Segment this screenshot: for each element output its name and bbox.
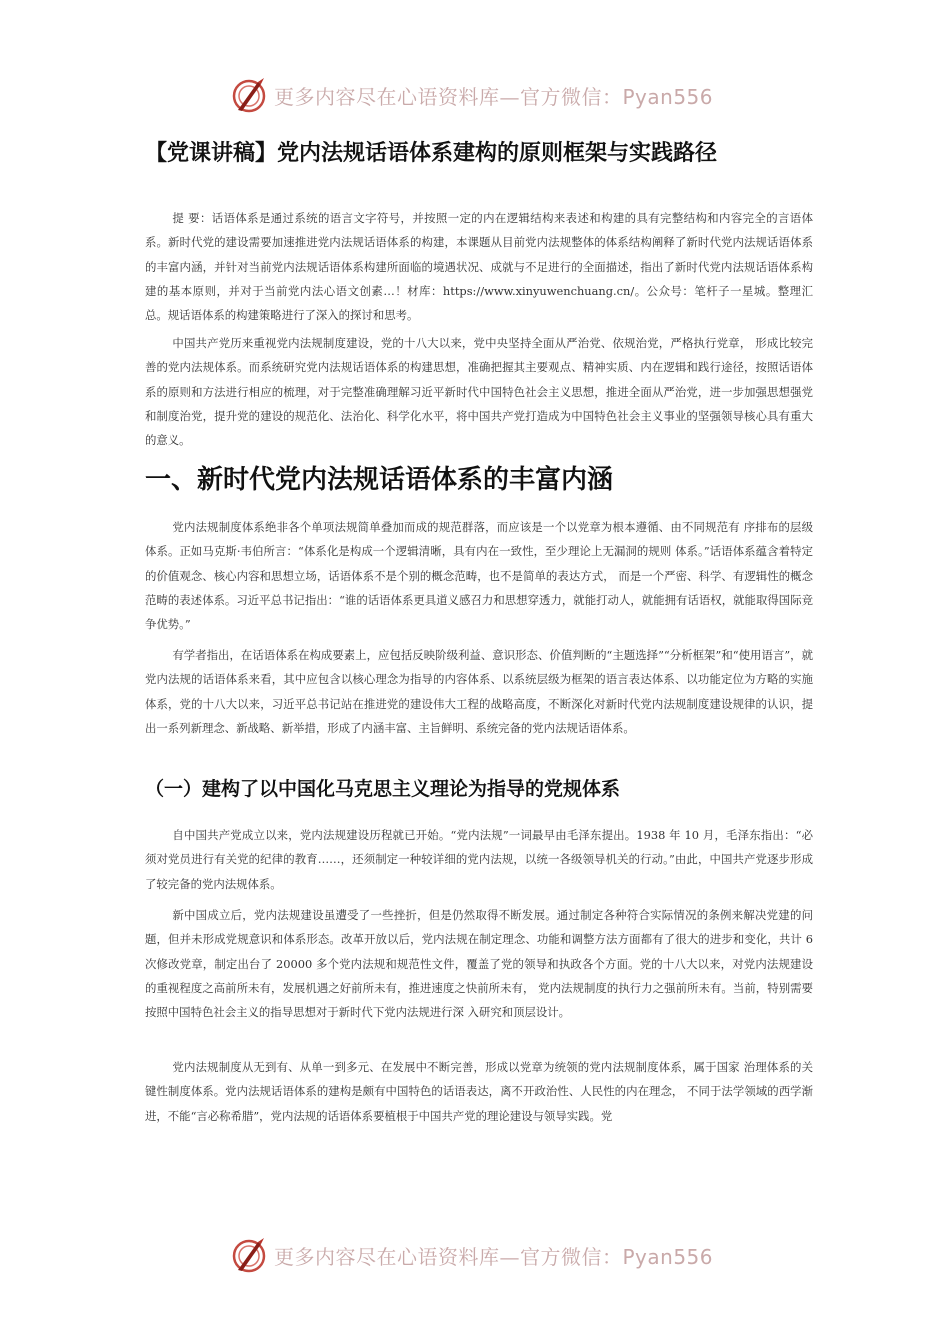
subsection1-paragraph-1: 自中国共产党成立以来，党内法规建设历程就已开始。“党内法规”一词最早由毛泽东提出。1938 年 10 月，毛泽东指出：“必须对党员进行有关党的纪律的教育……，还须制定一种较详细的党内法规，以统一各级领导机关的行动。”由此，中国共产党逐步形成了较完备的党内法规体系。 bbox=[145, 828, 813, 891]
banner-content bbox=[228, 70, 713, 120]
intro-paragraph: 中国共产党历来重视党内法规制度建设，党的十八大以来，党中央坚持全面从严治党、依规治党，严格执行党章， 形成比较完善的党内法规体系。而系统研究党内法规话语体系的构建思想，准确把握其主要观点、精神实质、内在逻辑和践行途径，按照话语体系的原则和方法进行相应的梳理，对于完整准确理解习近平新时代中国特色社会主义思想，推进全面从严治党，进一步加强思想强党和制度治党，提升党的建设的规范化、法治化、科学化水平，将中国共产党打造成为中国特色社会主义事业的坚强领导核心具有重大的意义。 bbox=[145, 336, 813, 448]
document-title: 【党课讲稿】党内法规话语体系建构的原则框架与实践路径 bbox=[145, 141, 718, 166]
section1-paragraph-1: 党内法规制度体系绝非各个单项法规简单叠加而成的规范群落，而应该是一个以党章为根本遵循、由不同规范有 序排布的层级体系。正如马克斯·韦伯所言：“体系化是构成一个逻辑清晰，具有内在一致性，至少理论上无漏洞的规则 体系。”话语体系蕴含着特定的价值观念、核心内容和思想立场，话语体系不是个别的概念范畴，也不是简单的表达方式， 而是一个严密、科学、有逻辑性的概念范畴的表述体系。习近平总书记指出：“谁的话语体系更具道义感召力和思想穿透力，就能打动人，就能拥有话语权，就能取得国际竞争优势。” bbox=[145, 520, 813, 632]
section1-paragraph-2: 有学者指出，在话语体系在构成要素上，应包括反映阶级利益、意识形态、价值判断的“主题选择”“分析框架”和“使用语言”，就党内法规的话语体系来看，其中应包含以核心理念为指导的内容体系、以系统层级为框架的语言表达体系、以功能定位为方略的实施体系，党的十八大以来，习近平总书记站在推进党的建设伟大工程的战略高度，不断深化对新时代党内法规制度建设规律的认识，提出一系列新理念、新战略、新举措，形成了内涵丰富、主旨鲜明、系统完备的党内法规话语体系。 bbox=[145, 648, 813, 735]
footer-banner bbox=[0, 1230, 950, 1280]
banner-wechat-label: 官方微信： bbox=[520, 1244, 623, 1269]
banner-wechat-id: Pyan556 bbox=[622, 1244, 714, 1269]
banner-content bbox=[228, 1230, 713, 1280]
banner-text bbox=[274, 81, 713, 110]
subsection1-paragraph-3: 党内法规制度从无到有、从单一到多元、在发展中不断完善，形成以党章为统领的党内法规制度体系，属于国家 治理体系的关键性制度体系。党内法规话语体系的建构是颇有中国特色的话语表达，离不开政治性、人民性的内在理念， 不同于法学领域的西学渐进，不能“言必称希腊”，党内法规的话语体系要植根于中国共产党的理论建设与领导实践。党 bbox=[145, 1060, 813, 1123]
banner-dash: — bbox=[499, 84, 520, 109]
quill-logo-icon bbox=[228, 1234, 270, 1276]
header-banner bbox=[0, 70, 950, 120]
banner-wechat-id: Pyan556 bbox=[622, 84, 714, 109]
abstract-paragraph: 提 要：话语体系是通过系统的语言文字符号，并按照一定的内在逻辑结构来表述和构建的具有完整结构和内容完全的言语体系。新时代党的建设需要加速推进党内法规话语体系的构建，本课题从目前党内法规整体的体系结构阐释了新时代党内法规话语体系的丰富内涵，并针对当前党内法规话语体系构建所面临的境遇状况、成就与不足进行的全面描述，指出了新时代党内法规话语体系构建的基本原则，并对于当前党内法心语文创素…！材库：https://www.xinyuwenchuang.cn/。公众号：笔杆子一星城。整理汇总。规话语体系的构建策略进行了深入的探讨和思考。 bbox=[145, 211, 813, 323]
banner-dash: — bbox=[499, 1244, 520, 1269]
quill-logo-icon bbox=[228, 74, 270, 116]
section-heading-1: 一、新时代党内法规话语体系的丰富内涵 bbox=[145, 465, 614, 495]
subsection-heading-1: （一）建构了以中国化马克思主义理论为指导的党规体系 bbox=[145, 778, 621, 800]
subsection1-paragraph-2: 新中国成立后，党内法规建设虽遭受了一些挫折，但是仍然取得不断发展。通过制定各种符合实际情况的条例来解决党建的问题，但并未形成党规意识和体系形态。改革开放以后，党内法规在制定理念、功能和调整方法方面都有了很大的进步和变化，共计 6 次修改党章，制定出台了 20000 多个党内法规和规范性文件，覆盖了党的领导和执政各个方面。党的十八大以来，对党内法规建设的重视程度之高前所未有，发展机遇之好前所未有，推进速度之快前所未有， 党内法规制度的执行力之强前所未有。当前，特别需要按照中国特色社会主义的指导思想对于新时代下党内法规进行深 入研究和顶层设计。 bbox=[145, 908, 813, 1020]
banner-main-text: 更多内容尽在心语资料库 bbox=[274, 1244, 500, 1269]
banner-wechat-label: 官方微信： bbox=[520, 84, 623, 109]
banner-main-text: 更多内容尽在心语资料库 bbox=[274, 84, 500, 109]
banner-text bbox=[274, 1241, 713, 1270]
